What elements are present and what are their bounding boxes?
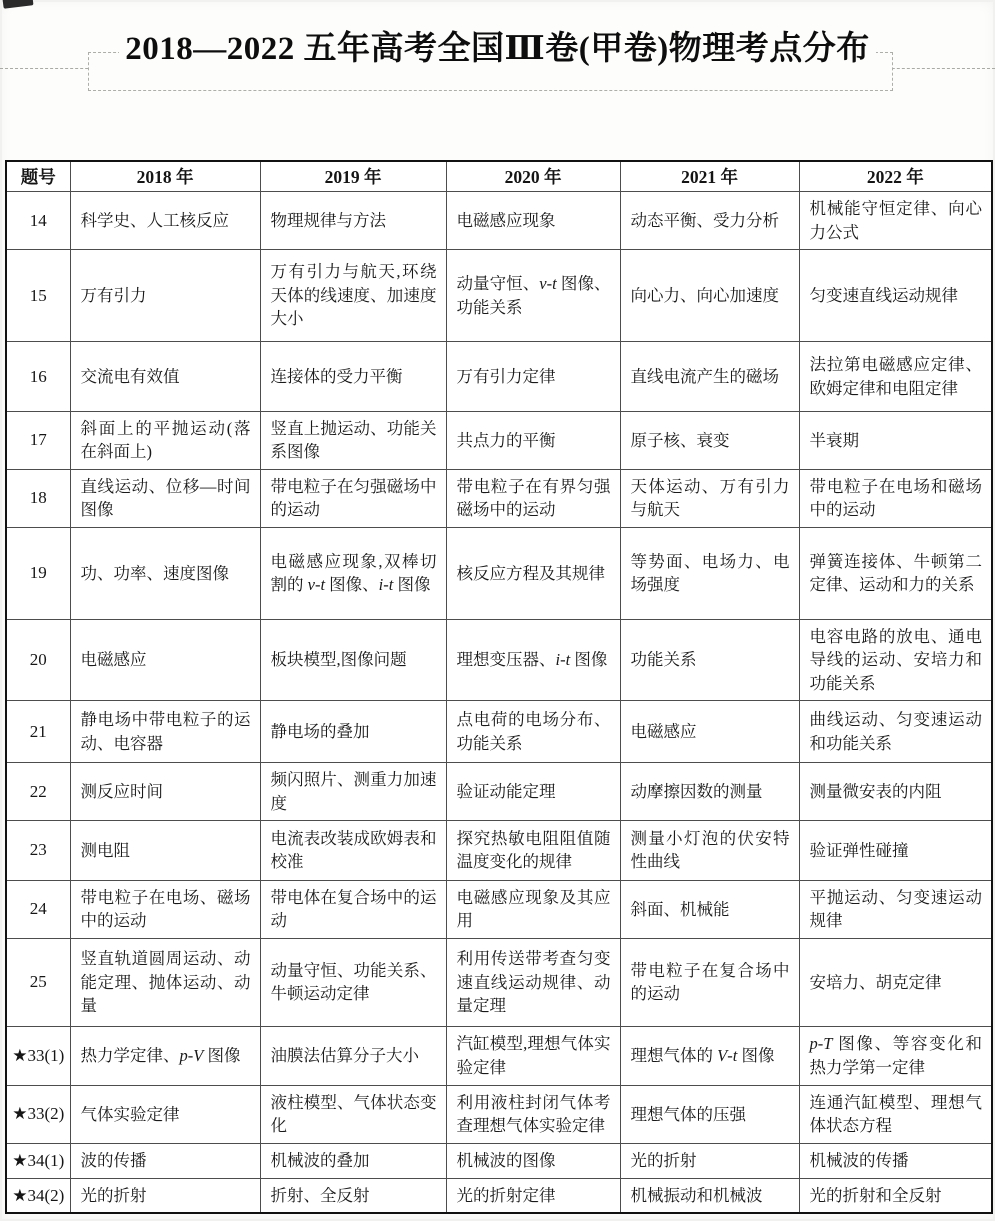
topic-cell: 气体实验定律 <box>70 1085 260 1143</box>
topic-cell: 竖直上抛运动、功能关系图像 <box>260 412 446 470</box>
question-number-cell: ★34(1) <box>6 1143 70 1178</box>
topic-cell: 万有引力与航天,环绕天体的线速度、加速度大小 <box>260 250 446 342</box>
table-row <box>6 820 992 880</box>
table-body <box>6 192 992 1214</box>
topic-cell: 平抛运动、匀变速运动规律 <box>799 880 992 938</box>
table-row <box>6 192 992 250</box>
topic-cell: 液柱模型、气体状态变化 <box>260 1085 446 1143</box>
question-number-cell: 19 <box>6 527 70 619</box>
topic-cell: 天体运动、万有引力与航天 <box>620 469 799 527</box>
table-row <box>6 342 992 412</box>
topic-cell: 电磁感应 <box>70 619 260 700</box>
topic-cell: 功、功率、速度图像 <box>70 527 260 619</box>
question-number-cell: 17 <box>6 412 70 470</box>
question-number-cell: ★34(2) <box>6 1178 70 1213</box>
topic-cell: 验证弹性碰撞 <box>799 820 992 880</box>
question-number-cell: 14 <box>6 192 70 250</box>
question-number-cell: 22 <box>6 763 70 821</box>
topic-cell: 机械波的叠加 <box>260 1143 446 1178</box>
topic-cell: 电磁感应现象及其应用 <box>446 880 620 938</box>
topic-cell: p-T 图像、等容变化和热力学第一定律 <box>799 1026 992 1085</box>
topic-cell: 测电阻 <box>70 820 260 880</box>
topic-cell: 板块模型,图像问题 <box>260 619 446 700</box>
topic-cell: 测反应时间 <box>70 763 260 821</box>
topic-cell: 动摩擦因数的测量 <box>620 763 799 821</box>
column-header-year: 2020 年 <box>446 161 620 192</box>
column-header-qnum: 题号 <box>6 161 70 192</box>
table-row <box>6 469 992 527</box>
table-row <box>6 412 992 470</box>
column-header-year: 2022 年 <box>799 161 992 192</box>
topic-cell: 向心力、向心加速度 <box>620 250 799 342</box>
topic-cell: 静电场的叠加 <box>260 701 446 763</box>
topic-cell: 折射、全反射 <box>260 1178 446 1213</box>
topic-cell: 动态平衡、受力分析 <box>620 192 799 250</box>
topic-cell: 热力学定律、p-V 图像 <box>70 1026 260 1085</box>
topic-cell: 频闪照片、测重力加速度 <box>260 763 446 821</box>
question-number-cell: 23 <box>6 820 70 880</box>
table-header <box>6 161 992 192</box>
topic-cell: 油膜法估算分子大小 <box>260 1026 446 1085</box>
topic-cell: 光的折射和全反射 <box>799 1178 992 1213</box>
topic-cell: 曲线运动、匀变速运动和功能关系 <box>799 701 992 763</box>
topic-cell: 机械振动和机械波 <box>620 1178 799 1213</box>
topic-cell: 测量微安表的内阻 <box>799 763 992 821</box>
topic-cell: 机械波的图像 <box>446 1143 620 1178</box>
topic-cell: 波的传播 <box>70 1143 260 1178</box>
topic-cell: 验证动能定理 <box>446 763 620 821</box>
topic-cell: 弹簧连接体、牛顿第二定律、运动和力的关系 <box>799 527 992 619</box>
topic-cell: 电磁感应现象 <box>446 192 620 250</box>
topic-cell: 斜面、机械能 <box>620 880 799 938</box>
topic-cell: 静电场中带电粒子的运动、电容器 <box>70 701 260 763</box>
topic-cell: 半衰期 <box>799 412 992 470</box>
question-number-cell: 20 <box>6 619 70 700</box>
topic-cell: 物理规律与方法 <box>260 192 446 250</box>
topic-cell: 竖直轨道圆周运动、动能定理、抛体运动、动量 <box>70 938 260 1026</box>
topic-cell: 光的折射定律 <box>446 1178 620 1213</box>
topic-cell: 利用液柱封闭气体考查理想气体实验定律 <box>446 1085 620 1143</box>
topic-cell: 等势面、电场力、电场强度 <box>620 527 799 619</box>
question-number-cell: 24 <box>6 880 70 938</box>
exam-topic-table <box>5 160 993 1214</box>
topic-cell: 安培力、胡克定律 <box>799 938 992 1026</box>
topic-cell: 理想气体的 V-t 图像 <box>620 1026 799 1085</box>
column-header-year: 2019 年 <box>260 161 446 192</box>
topic-cell: 动量守恒、v-t 图像、功能关系 <box>446 250 620 342</box>
table-row <box>6 619 992 700</box>
topic-cell: 交流电有效值 <box>70 342 260 412</box>
topic-cell: 科学史、人工核反应 <box>70 192 260 250</box>
topic-cell: 带电粒子在有界匀强磁场中的运动 <box>446 469 620 527</box>
topic-cell: 连通汽缸模型、理想气体状态方程 <box>799 1085 992 1143</box>
topic-cell: 测量小灯泡的伏安特性曲线 <box>620 820 799 880</box>
topic-cell: 电磁感应 <box>620 701 799 763</box>
topic-cell: 光的折射 <box>620 1143 799 1178</box>
column-header-year: 2021 年 <box>620 161 799 192</box>
topic-cell: 点电荷的电场分布、功能关系 <box>446 701 620 763</box>
topic-cell: 汽缸模型,理想气体实验定律 <box>446 1026 620 1085</box>
question-number-cell: 21 <box>6 701 70 763</box>
topic-cell: 斜面上的平抛运动(落在斜面上) <box>70 412 260 470</box>
question-number-cell: ★33(1) <box>6 1026 70 1085</box>
topic-cell: 机械能守恒定律、向心力公式 <box>799 192 992 250</box>
topic-cell: 电容电路的放电、通电导线的运动、安培力和功能关系 <box>799 619 992 700</box>
topic-cell: 功能关系 <box>620 619 799 700</box>
topic-cell: 电流表改装成欧姆表和校准 <box>260 820 446 880</box>
question-number-cell: 15 <box>6 250 70 342</box>
topic-cell: 光的折射 <box>70 1178 260 1213</box>
topic-cell: 核反应方程及其规律 <box>446 527 620 619</box>
topic-cell: 带电粒子在电场和磁场中的运动 <box>799 469 992 527</box>
title-area <box>0 0 995 160</box>
question-number-cell: 18 <box>6 469 70 527</box>
table-row <box>6 938 992 1026</box>
topic-cell: 连接体的受力平衡 <box>260 342 446 412</box>
topic-cell: 带电粒子在复合场中的运动 <box>620 938 799 1026</box>
table-row <box>6 250 992 342</box>
topic-cell: 动量守恒、功能关系、牛顿运动定律 <box>260 938 446 1026</box>
topic-cell: 万有引力 <box>70 250 260 342</box>
table-row <box>6 701 992 763</box>
table-row <box>6 1143 992 1178</box>
question-number-cell: 16 <box>6 342 70 412</box>
topic-cell: 利用传送带考查匀变速直线运动规律、动量定理 <box>446 938 620 1026</box>
topic-cell: 直线运动、位移—时间图像 <box>70 469 260 527</box>
table-row <box>6 527 992 619</box>
table-row <box>6 1026 992 1085</box>
column-header-year: 2018 年 <box>70 161 260 192</box>
topic-cell: 电磁感应现象,双棒切割的 v-t 图像、i-t 图像 <box>260 527 446 619</box>
table-row <box>6 763 992 821</box>
topic-cell: 探究热敏电阻阻值随温度变化的规律 <box>446 820 620 880</box>
topic-cell: 带电粒子在电场、磁场中的运动 <box>70 880 260 938</box>
question-number-cell: 25 <box>6 938 70 1026</box>
topic-cell: 万有引力定律 <box>446 342 620 412</box>
topic-cell: 带电体在复合场中的运动 <box>260 880 446 938</box>
topic-cell: 带电粒子在匀强磁场中的运动 <box>260 469 446 527</box>
topic-cell: 共点力的平衡 <box>446 412 620 470</box>
question-number-cell: ★33(2) <box>6 1085 70 1143</box>
table-row <box>6 1085 992 1143</box>
table-row <box>6 1178 992 1213</box>
topic-cell: 匀变速直线运动规律 <box>799 250 992 342</box>
topic-cell: 机械波的传播 <box>799 1143 992 1178</box>
page-title-text: 2018—2022 五年高考全国Ⅲ卷(甲卷)物理考点分布 <box>119 22 875 69</box>
topic-cell: 理想气体的压强 <box>620 1085 799 1143</box>
topic-cell: 理想变压器、i-t 图像 <box>446 619 620 700</box>
topic-cell: 原子核、衰变 <box>620 412 799 470</box>
topic-cell: 法拉第电磁感应定律、欧姆定律和电阻定律 <box>799 342 992 412</box>
header-row <box>6 161 992 192</box>
table-row <box>6 880 992 938</box>
topic-cell: 直线电流产生的磁场 <box>620 342 799 412</box>
page-title <box>0 22 995 69</box>
